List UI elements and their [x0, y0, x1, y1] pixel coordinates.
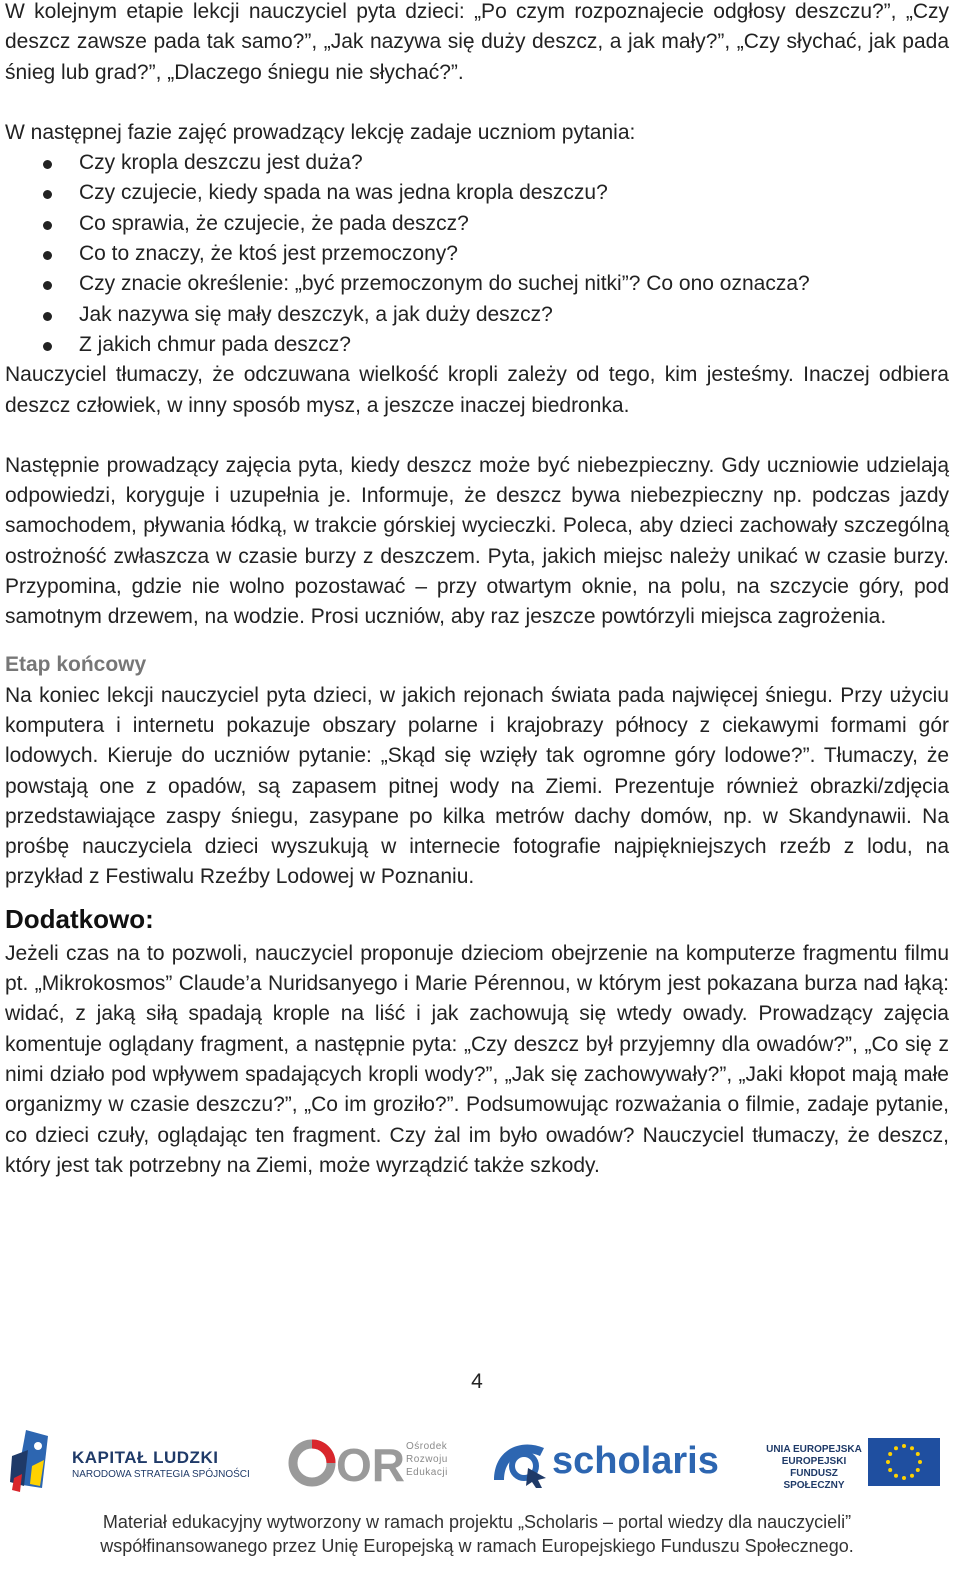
paragraph-drop-size: Nauczyciel tłumaczy, że odczuwana wielkość kropli zależy od tego, kim jesteśmy. Inaczej odbiera deszcz człowiek, w inny sposób mysz, a jeszcze inaczej biedronka. — [5, 363, 949, 417]
scholaris-word: scholaris — [552, 1440, 719, 1482]
list-item-text: Czy kropla deszczu jest duża? — [79, 151, 363, 175]
kapital-ludzki-logo-icon — [8, 1426, 66, 1498]
document-body — [5, 0, 949, 1181]
kapital-ludzki-subtitle: NARODOWA STRATEGIA SPÓJNOŚCI — [72, 1469, 250, 1480]
spacer — [5, 421, 949, 451]
list-item — [5, 269, 949, 299]
list-item — [5, 209, 949, 239]
ore-caption-line: Ośrodek — [406, 1441, 448, 1452]
footer-line: Materiał edukacyjny wytworzony w ramach projektu „Scholaris – portal wiedzy dla nauczycieli” — [102, 1512, 852, 1532]
ore-logo-icon — [288, 1438, 406, 1488]
question-list — [5, 148, 949, 360]
eu-caption-line: UNIA EUROPEJSKA — [766, 1444, 862, 1455]
scholaris-logo — [490, 1436, 719, 1488]
list-item-text: Jak nazywa się mały deszczyk, a jak duży deszcz? — [79, 302, 553, 326]
spacer — [5, 88, 949, 118]
paragraph-final-stage: Na koniec lekcji nauczyciel pyta dzieci, w jakich rejonach świata pada najwięcej śniegu. Przy użyciu komputera i internetu pokazuje obszary polarne i krajobrazy północy z ciekawymi formami gór lodowych. Kieruje do uczniów pytanie: „Skąd się wzięły tak ogromne góry lodowe?”. Tłumaczy, że powstają one z opadów, są zapasem pitnej wody na Ziemi. Prezentuje również obrazki/zdjęcia przedstawiające zaspy śniegu, zasypane po kilka metrów dachy domów, np. w Skandynawii. Na prośbę nauczyciela dzieci wyszukują w internecie fotografie najpiękniejszych rzeźb z lodu, na przykład z Festiwalu Rzeźby Lodowej w Poznaniu. — [5, 683, 949, 889]
kapital-ludzki-logo — [72, 1448, 250, 1480]
footer-line: współfinansowanego przez Unię Europejską w ramach Europejskiego Funduszu Społecznego. — [100, 1536, 854, 1556]
bullet-icon — [43, 190, 52, 199]
bullet-icon — [43, 221, 52, 230]
paragraph-next-phase: W następnej fazie zajęć prowadzący lekcję zadaje uczniom pytania: — [5, 120, 636, 144]
eu-caption-line: FUNDUSZ SPOŁECZNY — [783, 1468, 845, 1491]
page-number: 4 — [471, 1370, 483, 1393]
bullet-icon — [43, 342, 52, 351]
ore-caption — [406, 1440, 448, 1479]
ore-word: OR — [336, 1439, 405, 1488]
eu-flag-icon — [868, 1438, 940, 1486]
kapital-ludzki-title: KAPITAŁ LUDZKI — [72, 1448, 219, 1467]
list-item-text: Czy czujecie, kiedy spada na was jedna kropla deszczu? — [79, 181, 608, 205]
paragraph-intro-questions: W kolejnym etapie lekcji nauczyciel pyta dzieci: „Po czym rozpoznajecie odgłosy deszczu?”, „Czy deszcz zawsze pada tak samo?”, „Jak nazywa się duży deszcz, a jak mały?”, „Czy słychać, jak pada śnieg lub grad?”, „Dlaczego śniegu nie słychać?”. — [5, 0, 949, 84]
bullet-icon — [43, 251, 52, 260]
list-item — [5, 239, 949, 269]
list-item — [5, 148, 949, 178]
eu-caption-line: EUROPEJSKI — [781, 1456, 847, 1467]
list-item-text: Co to znaczy, że ktoś jest przemoczony? — [79, 242, 458, 266]
list-item-text: Co sprawia, że czujecie, że pada deszcz? — [79, 211, 469, 235]
list-item — [5, 300, 949, 330]
eu-caption — [764, 1444, 864, 1492]
footer-logo-bar — [0, 1418, 960, 1508]
bullet-icon — [43, 312, 52, 321]
spacer — [5, 633, 949, 649]
eu-logo — [764, 1438, 940, 1491]
bullet-icon — [43, 281, 52, 290]
paragraph-extra: Jeżeli czas na to pozwoli, nauczyciel proponuje dzieciom obejrzenie na komputerze fragmentu filmu pt. „Mikrokosmos” Claude’a Nuridsanyego i Marie Pérennou, w którym jest pokazana burza nad łąką: widać, z jaką siłą spadają krople na liść i jak zachowują się wtedy owady. Prowadzący zajęcia komentuje oglądany fragment, a następnie pyta: „Czy deszcz był przyjemny dla owadów?”, „Co się z nimi działo pod wpływem spadających kropli wody?”, „Jak się zachowywały?”, „Jaki kłopot mają małe organizmy w czasie deszczu?”, „Co im groziło?”. Podsumowując rozważania o filmie, zadaje pytanie, co dzieci czuły, oglądając ten fragment. Czy żal im było owadów? Nauczyciel tłumaczy, że deszcz, który jest tak potrzebny na Ziemi, może wyrządzić także szkody. — [5, 941, 949, 1177]
ore-caption-line: Edukacji — [406, 1467, 448, 1478]
ore-caption-line: Rozwoju — [406, 1454, 448, 1465]
list-item-text: Czy znacie określenie: „być przemoczonym do suchej nitki”? Co ono oznacza? — [79, 272, 810, 296]
ore-logo — [288, 1438, 453, 1488]
footer-text — [0, 1510, 954, 1558]
bullet-icon — [43, 160, 52, 169]
section-heading-extra: Dodatkowo: — [5, 903, 154, 934]
section-heading-final-stage: Etap końcowy — [5, 652, 147, 676]
list-item — [5, 330, 949, 360]
list-item-text: Z jakich chmur pada deszcz? — [79, 332, 351, 356]
list-item — [5, 178, 949, 208]
paragraph-danger: Następnie prowadzący zajęcia pyta, kiedy deszcz może być niebezpieczny. Gdy uczniowie udzielają odpowiedzi, koryguje i uzupełnia je. Informuje, że deszcz bywa niebezpieczny np. podczas jazdy samochodem, pływania łódką, w trakcie górskiej wycieczki. Poleca, aby dzieci zachowały szczególną ostrożność zwłaszcza w czasie burzy z deszczem. Pyta, jakich miejsc należy unikać w czasie burzy. Przypomina, gdzie nie wolno pozostawać – przy otwartym oknie, na polu, na szczycie góry, pod samotnym drzewem, na wodzie. Prosi uczniów, aby raz jeszcze powtórzyli miejsca zagrożenia. — [5, 453, 949, 629]
scholaris-logo-icon — [490, 1436, 550, 1488]
